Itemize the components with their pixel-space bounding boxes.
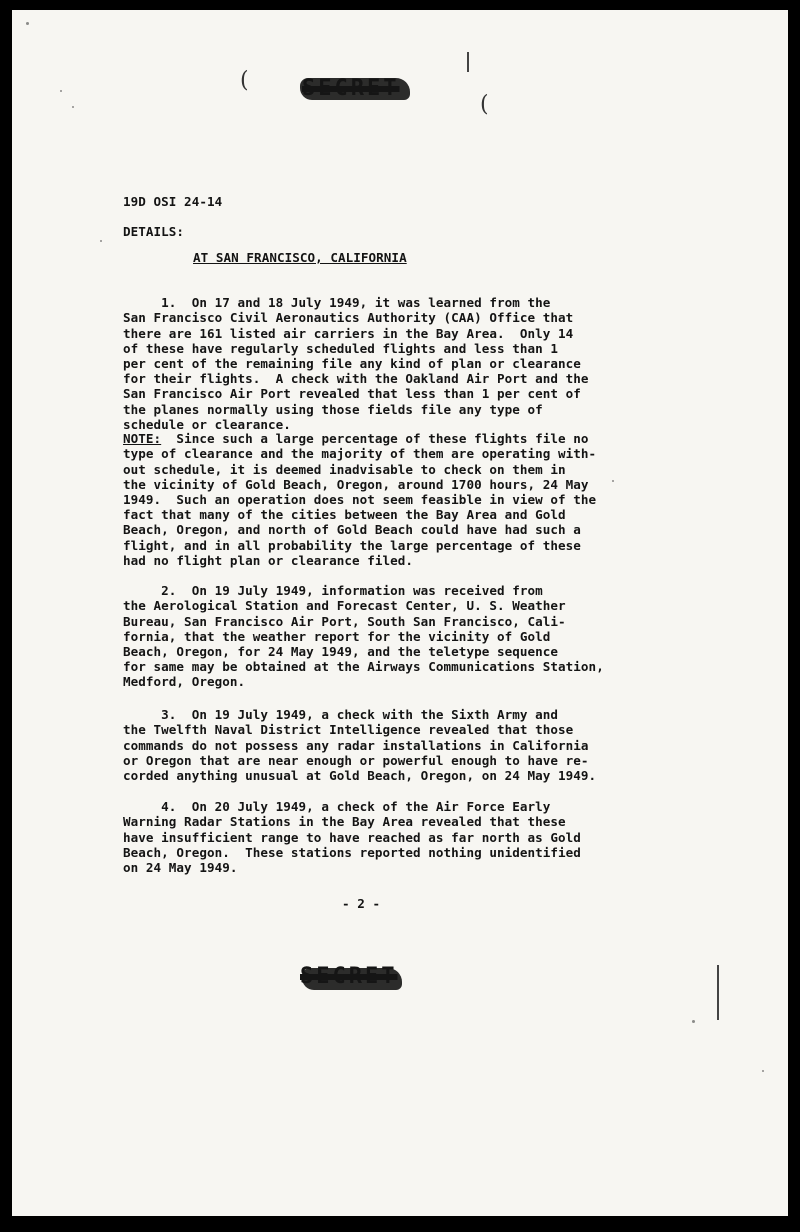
paragraph-line: 2. On 19 July 1949, information was received from	[123, 583, 543, 599]
paragraph-line: Warning Radar Stations in the Bay Area revealed that these	[123, 814, 566, 830]
location-heading: AT SAN FRANCISCO, CALIFORNIA	[193, 250, 407, 265]
paragraph-line: commands do not possess any radar installations in California	[123, 737, 589, 753]
scan-speck	[60, 90, 62, 92]
classification-stamp-top: SECRET	[302, 76, 400, 101]
scan-speck	[26, 22, 29, 25]
paragraph-line: Beach, Oregon. These stations reported nothing unidentified	[123, 844, 581, 860]
scan-speck	[72, 106, 74, 108]
paragraph-line: Medford, Oregon.	[123, 674, 246, 690]
paragraph-line: out schedule, it is deemed inadvisable to check on them in	[123, 461, 566, 477]
details-label: DETAILS:	[123, 224, 185, 239]
note-label: NOTE:	[123, 431, 162, 447]
paragraph-line: Beach, Oregon, and north of Gold Beach could have had such a	[123, 522, 581, 538]
note-paragraph	[123, 416, 596, 568]
paragraph-line: 1949. Such an operation does not seem feasible in view of the	[123, 492, 597, 508]
paragraph-line: fornia, that the weather report for the vicinity of Gold	[123, 628, 551, 644]
paragraph-line: 4. On 20 July 1949, a check of the Air Force Early	[123, 799, 551, 815]
paragraph-line: San Francisco Air Port revealed that less than 1 per cent of	[123, 386, 581, 402]
paragraph-line: had no flight plan or clearance filed.	[123, 552, 414, 568]
paragraph-line: for same may be obtained at the Airways Communications Station,	[123, 659, 604, 675]
paragraph-line: type of clearance and the majority of them are operating with-	[123, 446, 597, 462]
document-page	[12, 10, 788, 1216]
paragraph-line: fact that many of the cities between the Bay Area and Gold	[123, 507, 566, 523]
paragraph-line: 1. On 17 and 18 July 1949, it was learned from the	[123, 295, 551, 311]
paragraph-line: or Oregon that are near enough or powerful enough to have re-	[123, 752, 589, 768]
stamp-bracket-left: (	[240, 68, 249, 93]
paragraph-line: per cent of the remaining file any kind of plan or clearance	[123, 356, 581, 372]
paragraph-line: the Twelfth Naval District Intelligence revealed that those	[123, 722, 574, 738]
margin-mark	[717, 965, 719, 1020]
paragraph-line: Beach, Oregon, for 24 May 1949, and the teletype sequence	[123, 644, 559, 660]
paragraph-line: flight, and in all probability the large percentage of these	[123, 537, 581, 553]
paragraph-line: the planes normally using those fields file any type of	[123, 401, 543, 417]
paragraph-line: San Francisco Civil Aeronautics Authority (CAA) Office that	[123, 310, 574, 326]
paragraph-1	[123, 280, 589, 432]
paragraph-line: have insufficient range to have reached as far north as Gold	[123, 829, 581, 845]
paragraph-4	[123, 784, 581, 875]
paragraph-line: for their flights. A check with the Oakland Air Port and the	[123, 371, 589, 387]
classification-stamp-bottom: SECRET	[300, 964, 398, 989]
paragraph-line: of these have regularly scheduled flights and less than 1	[123, 340, 559, 356]
paragraph-line: the Aerological Station and Forecast Center, U. S. Weather	[123, 598, 566, 614]
scan-speck	[762, 1070, 764, 1072]
file-reference: 19D OSI 24-14	[123, 194, 223, 209]
paragraph-line: on 24 May 1949.	[123, 860, 238, 876]
page-number: - 2 -	[342, 896, 381, 911]
paragraph-3	[123, 692, 596, 783]
paragraph-line: Bureau, San Francisco Air Port, South San Francisco, Cali-	[123, 613, 566, 629]
paragraph-2	[123, 568, 604, 690]
scan-speck	[612, 480, 614, 482]
scan-speck	[100, 240, 102, 242]
paragraph-line: 3. On 19 July 1949, a check with the Sixth Army and	[123, 707, 559, 723]
paragraph-line: there are 161 listed air carriers in the Bay Area. Only 14	[123, 325, 574, 341]
paragraph-line: schedule or clearance.	[123, 416, 291, 432]
margin-mark	[467, 52, 469, 72]
paragraph-line: the vicinity of Gold Beach, Oregon, around 1700 hours, 24 May	[123, 476, 589, 492]
scan-speck	[692, 1020, 695, 1023]
paragraph-line: Since such a large percentage of these flights file no	[161, 431, 589, 447]
stamp-bracket-right: (	[480, 92, 489, 117]
paragraph-line: corded anything unusual at Gold Beach, Oregon, on 24 May 1949.	[123, 768, 597, 784]
